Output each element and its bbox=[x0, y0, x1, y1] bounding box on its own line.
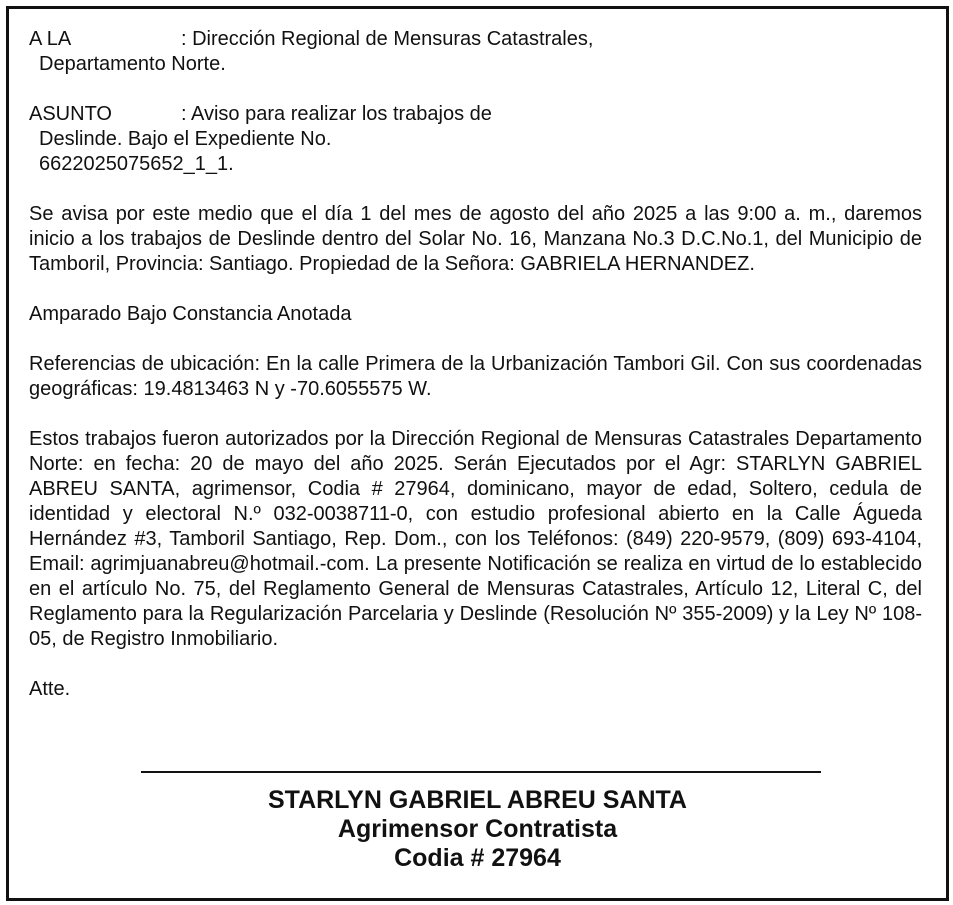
subject-continuation-2: 6622025075652_1_1. bbox=[39, 153, 234, 175]
subject-continuation-1: Deslinde. Bajo el Expediente No. bbox=[39, 128, 332, 150]
authorization-paragraph: Estos trabajos fueron autorizados por la Dirección Regional de Mensuras Catastrales Departamento Norte: en fecha: 20 de mayo del año 2025. Serán Ejecutados por el Agr: STARLYN GABRIEL ABREU SANTA, agrimensor, Codia # 27964, dominicano, mayor de edad, Soltero, cedula de identidad y electoral N.º 032-0038711-0, con estudio profesional abierto en la Calle Águeda Hernández #3, Tamboril Santiago, Rep. Dom., con los Teléfonos: (849) 220-9579, (809) 693-4104, Email: agrimjuanabreu@hotmail.-com. La presente Notificación se realiza en virtud de lo establecido en el artículo No. 75, del Reglamento General de Mensuras Catastrales, Artículo 12, Literal C, del Reglamento para la Regularización Parcelaria y Deslinde (Resolución Nº 355-2009) y la Ley Nº 108-05, de Registro Inmobiliario. bbox=[29, 428, 922, 650]
signature-block bbox=[9, 771, 946, 872]
recipient-continuation: Departamento Norte. bbox=[39, 53, 226, 75]
signer-title: Agrimensor Contratista bbox=[337, 815, 618, 843]
signature-line bbox=[141, 771, 821, 773]
recipient-value: : Dirección Regional de Mensuras Catastrales, bbox=[181, 28, 594, 50]
spacer bbox=[29, 177, 922, 202]
subject-label: ASUNTO bbox=[29, 103, 112, 125]
spacer bbox=[29, 327, 922, 352]
location-paragraph: Referencias de ubicación: En la calle Primera de la Urbanización Tambori Gil. Con sus coordenadas geográficas: 19.4813463 N y -70.6055575 W. bbox=[29, 353, 922, 400]
signature-text-block bbox=[9, 786, 946, 873]
notice-paragraph: Se avisa por este medio que el día 1 del mes de agosto del año 2025 a las 9:00 a. m., daremos inicio a los trabajos de Deslinde dentro del Solar No. 16, Manzana No.3 D.C.No.1, del Municipio de Tamboril, Provincia: Santiago. Propiedad de la Señora: GABRIELA HERNANDEZ. bbox=[29, 203, 922, 275]
notice-frame bbox=[6, 6, 949, 901]
subject-value: : Aviso para realizar los trabajos de bbox=[181, 103, 492, 125]
spacer bbox=[29, 402, 922, 427]
signer-name: STARLYN GABRIEL ABREU SANTA bbox=[267, 786, 687, 814]
recipient-label: A LA bbox=[29, 28, 72, 50]
recipient-row bbox=[29, 27, 922, 52]
notice-body bbox=[29, 27, 922, 702]
signer-codia: Codia # 27964 bbox=[394, 844, 561, 872]
subject-row bbox=[29, 102, 922, 127]
spacer bbox=[29, 277, 922, 302]
spacer bbox=[29, 652, 922, 677]
spacer bbox=[29, 77, 922, 102]
protection-paragraph: Amparado Bajo Constancia Anotada bbox=[29, 303, 352, 325]
closing-text: Atte. bbox=[29, 678, 71, 700]
